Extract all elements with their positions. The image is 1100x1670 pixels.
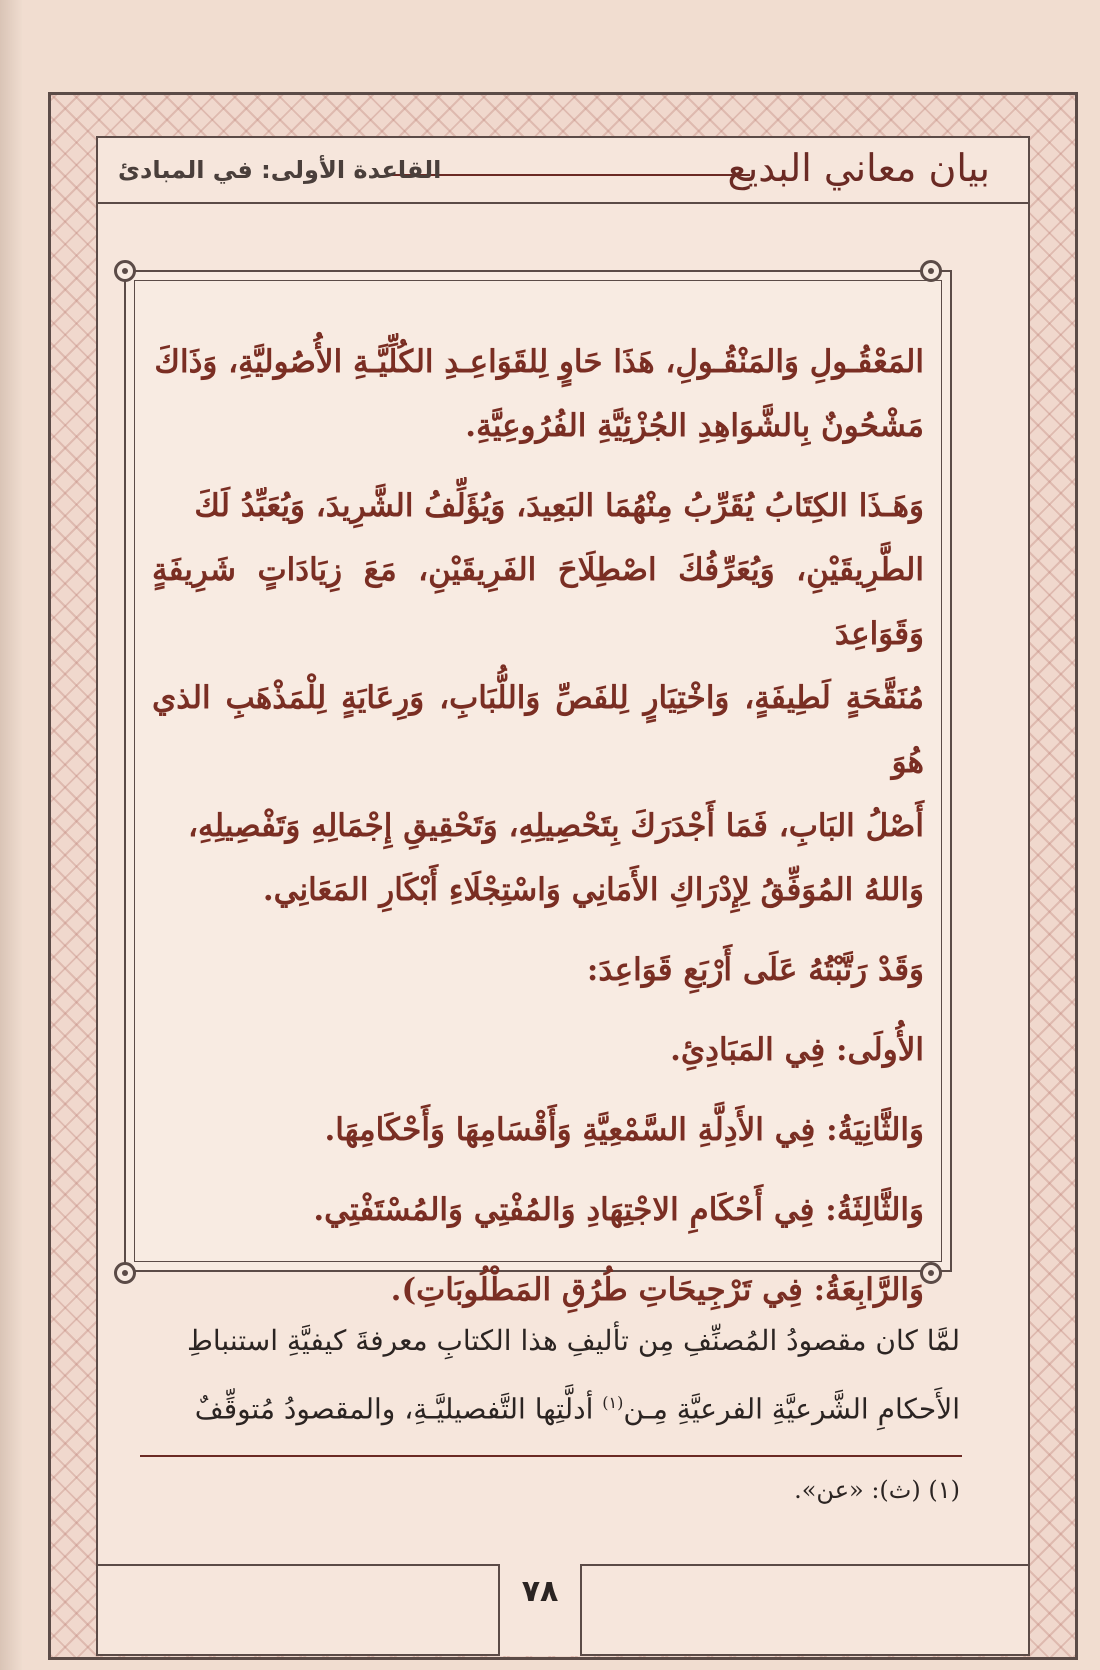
commentary-line — [130, 1372, 960, 1440]
matn-line: وَاللهُ المُوَفِّقُ لِإِدْرَاكِ الأَمَانِي وَاسْتِجْلَاءِ أَبْكَارِ المَعَانِي. — [262, 872, 924, 908]
footnote-marker[interactable]: (١) — [602, 1393, 624, 1412]
commentary-segment: الأَحكامِ الشَّرعيَّةِ الفرعيَّةِ مِـن — [623, 1392, 960, 1426]
commentary-text — [130, 1310, 960, 1440]
commentary-line: لمَّا كان مقصودُ المُصنِّفِ مِن تأليفِ هذا الكتابِ معرفةَ كيفيَّةِ استنباطِ — [187, 1324, 960, 1357]
rule-item: الأُولَى: فِي المَبَادِئِ. — [670, 1032, 924, 1068]
matn-paragraph — [152, 474, 924, 922]
book-title: بيان معاني البديع — [727, 146, 990, 190]
matn-line: وَهَـذَا الكِتَابُ يُقَرِّبُ مِنْهُمَا البَعِيدَ، وَيُؤَلِّفُ الشَّرِيدَ، وَيُعَبِّدُ لَكَ — [194, 488, 924, 524]
matn-line: المَعْقُـولِ وَالمَنْقُـولِ، هَذَا حَاوٍ لِلقَوَاعِـدِ الكُلِّيَّـةِ الأُصُوليَّةِ، وَذَاكَ — [154, 344, 924, 380]
matn-intro: وَقَدْ رَتَّبْتُهُ عَلَى أَرْبَعِ قَوَاعِدَ: — [586, 952, 924, 988]
matn-line: مَشْحُونٌ بِالشَّوَاهِدِ الجُزْئِيَّةِ الفُرُوعِيَّةِ. — [465, 408, 924, 444]
corner-ornament-top-left — [114, 260, 136, 282]
matn-text — [152, 330, 924, 1308]
matn-line: مُنَقَّحَةٍ لَطِيفَةٍ، وَاخْتِيَارٍ لِلفَصِّ وَاللُّبَابِ، وَرِعَايَةٍ لِلْمَذْهَبِ الذي هُوَ — [152, 680, 924, 780]
footnote: (١) (ث): «عن». — [794, 1476, 960, 1504]
footnote-separator — [140, 1455, 962, 1457]
rule-item: وَالثَّالِثَةُ: فِي أَحْكَامِ الاجْتِهَادِ وَالمُفْتِي وَالمُسْتَفْتِي. — [313, 1192, 924, 1228]
commentary-segment: أدلَّتِها التَّفصيليَّـةِ، والمقصودُ مُتوقِّفٌ — [194, 1392, 603, 1426]
rule-item: وَالثَّانِيَةُ: فِي الأَدِلَّةِ السَّمْعِيَّةِ وَأَقْسَامِهَا وَأَحْكَامِهَا. — [324, 1112, 924, 1148]
section-title: القاعدة الأولى: في المبادئ — [118, 156, 442, 184]
matn-line: أَصْلُ البَابِ، فَمَا أَجْدَرَكَ بِتَحْصِيلِهِ، وَتَحْقِيقِ إِجْمَالِهِ وَتَفْصِيلِهِ، — [188, 808, 924, 844]
header-rule — [390, 174, 750, 176]
corner-ornament-top-right — [920, 260, 942, 282]
matn-paragraph — [152, 330, 924, 458]
rule-item: وَالرَّابِعَةُ: فِي تَرْجِيحَاتِ طُرُقِ المَطْلُوبَاتِ). — [390, 1272, 924, 1308]
page-number: ٧٨ — [521, 1574, 559, 1609]
page-edge — [0, 0, 22, 1670]
corner-ornament-bottom-left — [114, 1262, 136, 1284]
matn-line: الطَّرِيقَيْنِ، وَيُعَرِّفُكَ اصْطِلَاحَ الفَرِيقَيْنِ، مَعَ زِيَادَاتٍ شَرِيفَةٍ وَقَوَاعِدَ — [152, 552, 924, 652]
